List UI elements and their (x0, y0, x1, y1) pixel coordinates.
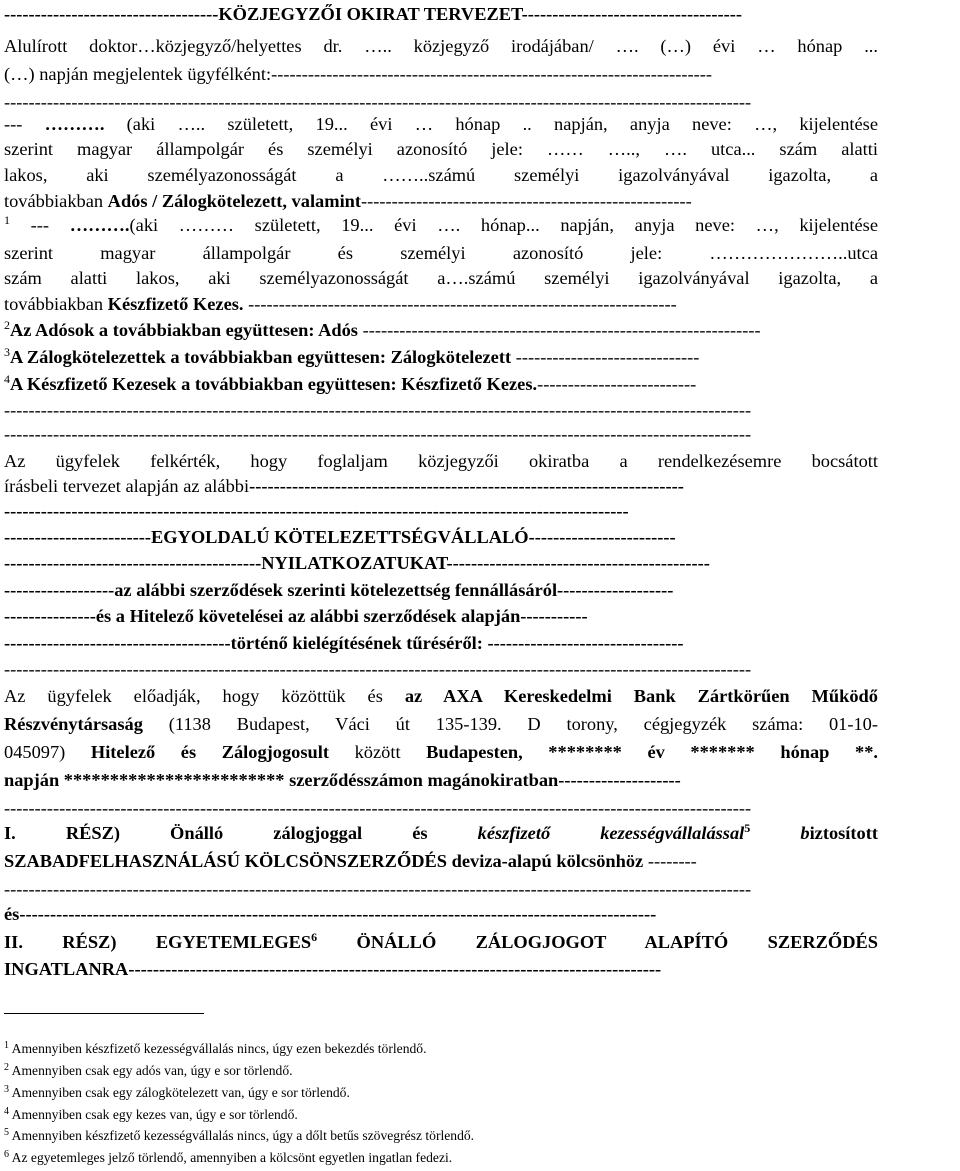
footnote-ref: 6 (311, 930, 318, 944)
text: --------------------------------------------------------------------------------------- (128, 959, 662, 979)
heading-line: ------------------------------------------NYILATKOZATUKAT------------------------------------------- (4, 553, 710, 573)
name-placeholder: ………. (69, 215, 130, 235)
footnote-number: 2 (4, 1062, 9, 1073)
footnote-text: Amennyiben csak egy adós van, úgy e sor törlendő. (11, 1063, 293, 1078)
footnote-ref: 2 (4, 318, 10, 332)
text: továbbiakban (4, 294, 108, 314)
text: ---------------------------------------------------------------------- (243, 294, 677, 314)
footnote-ref: 3 (4, 345, 10, 359)
dash-line: -------------------------------------------------------------------------------------------------------------------------- (4, 798, 752, 818)
text: (aki ….. született, 19... évi … hónap .. napján, anyja neve: …, kijelentése (104, 114, 878, 134)
dash-line: -------------------------------------------------------------------------------------------------------------------------- (4, 879, 752, 899)
footnote (4, 1084, 704, 1102)
dash-line: -------------------------------------------------------------------------------------------------------------------------- (4, 92, 752, 112)
footnote-ref: 5 (744, 821, 751, 835)
name-placeholder: ………. (44, 114, 105, 134)
footnote-text: Az egyetemleges jelző törlendő, amennyiben a kölcsönt egyetlen ingatlan fedezi. (11, 1150, 453, 1165)
contract-date: Budapesten, ******** év ******* hónap **. (426, 742, 878, 762)
party1-id-line (4, 163, 878, 187)
part1-title (4, 821, 878, 845)
text: Az Adósok a továbbiakban együttesen: Adós (10, 320, 358, 340)
heading-line: ------------------------EGYOLDALÚ KÖTELEZETTSÉGVÁLLALÓ------------------------ (4, 527, 676, 547)
text: számú személyi igazolványával igazolta, a (428, 165, 878, 185)
text: A Zálogkötelezettek a továbbiakban együttesen: Zálogkötelezett (10, 347, 512, 367)
text: írásbeli tervezet alapján az alábbi (4, 476, 250, 496)
text: továbbiakban (4, 191, 108, 211)
body-line: Az ügyfelek felkérték, hogy foglaljam közjegyzői okiratba a rendelkezésemre bocsátott (4, 451, 878, 471)
text: között (329, 742, 427, 762)
role-creditor: Hitelező és Zálogjogosult (90, 742, 329, 762)
footnote-number: 6 (4, 1149, 9, 1160)
footnote-number: 1 (4, 1040, 9, 1051)
text: ------------------------------ (511, 347, 700, 367)
party1-role-line (4, 189, 878, 215)
footnote (4, 1149, 704, 1167)
bank-name: Részvénytársaság (4, 714, 143, 734)
contract-line (4, 684, 878, 708)
party2-id-line (4, 241, 878, 265)
footnote (4, 1040, 704, 1058)
text: .utca (842, 243, 878, 263)
footnote-text: Amennyiben készfizető kezességvállalás nincs, úgy a dőlt betűs szövegrész törlendő. (11, 1128, 475, 1143)
body-line: szerint magyar állampolgár és személyi azonosító jele: …… ….., …. utca... szám alatti (4, 139, 878, 159)
footnote-number: 5 (4, 1127, 9, 1138)
text: ----------------------------------------------------------------------- (249, 476, 684, 496)
text: iztosított (809, 823, 878, 843)
bank-name: az AXA Kereskedelmi Bank Zártkörűen Működő (404, 686, 878, 706)
party2-role-line (4, 292, 878, 318)
body-line: szám alatti lakos, aki személyazonosságát a….számú személyi igazolványával igazolta, a (4, 268, 878, 288)
text: -------- (643, 851, 697, 871)
text-italic: készfizető kezességvállalással (477, 823, 745, 843)
part2-title (4, 957, 878, 983)
text-italic: b (800, 823, 810, 843)
text: ÖNÁLLÓ ZÁLOGJOGOT ALAPÍTÓ SZERZŐDÉS (317, 932, 878, 952)
footnote-number: 4 (4, 1106, 9, 1117)
body-line (4, 474, 878, 500)
footnote-ref: 1 (4, 213, 10, 227)
role-guarantor: Készfizető Kezes. (107, 294, 244, 314)
part1-title (4, 849, 878, 875)
definition-guarantors (4, 372, 878, 398)
part2-title (4, 930, 878, 954)
text: ------------------------------------------------------ (361, 191, 692, 211)
definition-pledgors (4, 345, 878, 371)
footnote-ref: 4 (4, 372, 10, 386)
role-debtor: Adós / Zálogkötelezett, valamint (107, 191, 362, 211)
body-line: Alulírott doktor…közjegyző/helyettes dr. ….. közjegyző irodájában/ …. (…) évi … hónap ... (4, 36, 878, 56)
body-line: (…) napján megjelentek ügyfélként:------------------------------------------------------------------------ (4, 64, 713, 84)
text: Az ügyfelek előadják, hogy közöttük és (4, 686, 405, 706)
contract-line: napján ************************ szerződésszámon magánokiratban-------------------- (4, 770, 681, 790)
text: A Készfizető Kezesek a továbbiakban együttesen: Készfizető Kezes. (10, 374, 538, 394)
heading-line: ---------------és a Hitelező követelései az alábbi szerződések alapján----------- (4, 606, 588, 626)
text: lakos, aki személyazonosságát a (4, 165, 344, 185)
text: (1138 Budapest, Váci út 135-139. D torony, cégjegyzék száma: 01-10- (142, 714, 878, 734)
footnote (4, 1062, 704, 1080)
definition-debtors (4, 318, 878, 344)
footnote-text: Amennyiben készfizető kezességvállalás nincs, úgy ezen bekezdés törlendő. (11, 1041, 427, 1056)
placeholder: …….. (382, 165, 429, 185)
dash-line: -------------------------------------------------------------------------------------------------------------------------- (4, 659, 752, 679)
footnote-number: 3 (4, 1084, 9, 1095)
text: II. RÉSZ) EGYETEMLEGES (4, 932, 312, 952)
dash-line: ------------------------------------------------------------------------------------------------------ (4, 501, 629, 521)
footnote-separator (4, 1013, 204, 1014)
text: szerint magyar állampolgár és személyi azonosító jele: (4, 243, 710, 263)
document-title: -----------------------------------KÖZJEGYZŐI OKIRAT TERVEZET------------------------------------ (4, 4, 743, 24)
contract-line (4, 740, 878, 764)
dash-line: -------------------------------------------------------------------------------------------------------------------------- (4, 400, 752, 420)
heading-line: ------------------az alábbi szerződések szerinti kötelezettség fennállásáról------------------- (4, 580, 674, 600)
party2-line (4, 213, 878, 237)
conjunction-line: és-------------------------------------------------------------------------------------------------------- (4, 904, 657, 924)
contract-line (4, 712, 878, 736)
party1-line (4, 112, 878, 136)
footnote (4, 1127, 704, 1145)
text: INGATLANRA (4, 959, 129, 979)
footnote (4, 1106, 704, 1124)
text: SZABADFELHASZNÁLÁSÚ KÖLCSÖNSZERZŐDÉS deviza-alapú kölcsönhöz (4, 851, 644, 871)
text: --- (10, 215, 70, 235)
text: (aki ……… született, 19... évi …. hónap... napján, anyja neve: …, kijelentése (129, 215, 878, 235)
dash-line: -------------------------------------------------------------------------------------------------------------------------- (4, 424, 752, 444)
footnote-text: Amennyiben csak egy kezes van, úgy e sor törlendő. (11, 1107, 298, 1122)
text: --- (4, 114, 45, 134)
text (750, 823, 800, 843)
text: ----------------------------------------------------------------- (357, 320, 761, 340)
heading-line: -------------------------------------történő kielégítésének tűréséről: -------------------------------- (4, 633, 684, 653)
placeholder: …………………. (709, 243, 843, 263)
footnote-text: Amennyiben csak egy zálogkötelezett van, úgy e sor törlendő. (11, 1085, 350, 1100)
text: -------------------------- (537, 374, 697, 394)
text: I. RÉSZ) Önálló zálogjoggal és (4, 823, 478, 843)
text: 045097) (4, 742, 91, 762)
